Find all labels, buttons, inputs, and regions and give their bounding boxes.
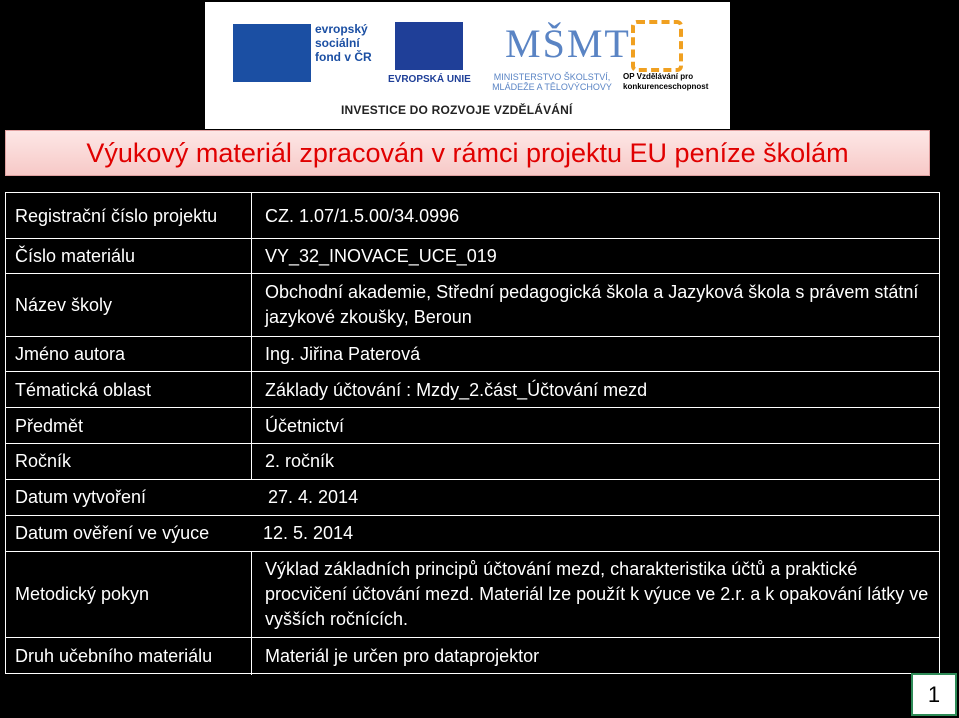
row-divider [6,273,939,274]
esf-logo-icon [233,24,311,82]
row-divider [6,336,939,337]
eu-label: EVROPSKÁ UNIE [388,74,471,85]
logo-banner [205,2,730,129]
vytvoreni-value: 27. 4. 2014 [268,487,359,507]
oblast-value: Základy účtování : Mzdy_2.část_Účtování mezd [265,380,648,400]
esf-name: evropský sociální fond v ČR [315,22,372,64]
column-divider [251,551,252,675]
title-bar [5,130,930,176]
cislo-value: VY_32_INOVACE_UCE_019 [265,246,497,266]
investice-slogan: INVESTICE DO ROZVOJE VZDĚLÁVÁNÍ [341,103,573,117]
msmt-logo: MŠMT [505,21,631,66]
overeni-value: 12. 5. 2014 [263,523,354,543]
eu-flag-icon [395,22,463,70]
row-divider [6,371,939,372]
row-divider [6,479,939,480]
druh-label: Druh učebního materiálu [15,646,213,666]
autor-label: Jméno autora [15,344,126,364]
metodicky-label: Metodický pokyn [15,584,150,604]
column-divider [251,193,252,479]
cislo-label: Číslo materiálu [15,246,136,266]
page-number: 1 [911,673,957,716]
predmet-label: Předmět [15,416,84,436]
op-logo-icon [631,20,683,72]
nazev-label: Název školy [15,295,113,315]
overeni-label: Datum ověření ve výuce [15,523,210,543]
row-divider [6,407,939,408]
reg-value: CZ. 1.07/1.5.00/34.0996 [265,206,460,226]
page-title: Výukový materiál zpracován v rámci projektu EU peníze školám [86,137,849,168]
row-divider [6,551,939,552]
autor-value: Ing. Jiřina Paterová [265,344,421,364]
row-divider [6,238,939,239]
reg-label: Registrační číslo projektu [15,206,218,226]
vytvoreni-label: Datum vytvoření [15,487,147,507]
metodicky-value: Výklad základních principů účtování mezd, charakteristika účtů a praktické procvičení účtování mezd. Materiál lze použít k výuce ve 2.r. a k opakování látky ve vyšších ročnících. [265,559,929,629]
oblast-label: Tématická oblast [15,380,152,400]
row-divider [6,637,939,638]
rocnik-label: Ročník [15,451,72,471]
rocnik-value: 2. ročník [265,451,335,471]
row-divider [6,515,939,516]
druh-value: Materiál je určen pro dataprojektor [265,646,540,666]
op-text: OP Vzdělávání pro konkurenceschopnost [623,72,709,91]
predmet-value: Účetnictví [265,416,345,436]
nazev-value: Obchodní akademie, Střední pedagogická škola a Jazyková škola s právem státní jazykové zkoušky, Beroun [265,282,919,327]
info-table [5,192,940,674]
row-divider [6,443,939,444]
msmt-text: MINISTERSTVO ŠKOLSTVÍ, MLÁDEŽE A TĚLOVÝCHOVY [492,72,612,92]
